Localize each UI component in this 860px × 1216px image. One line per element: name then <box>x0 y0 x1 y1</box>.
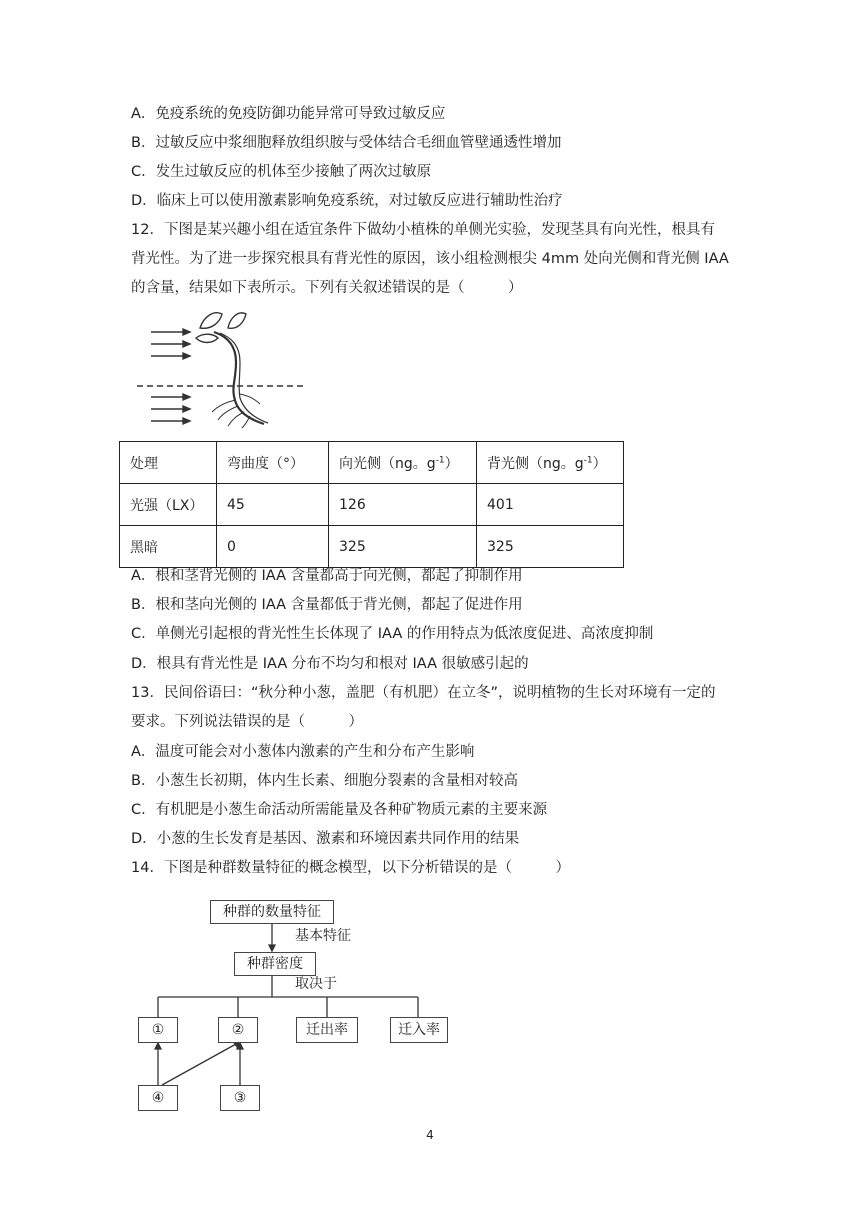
diagram-box-population-density: 种群密度 <box>234 952 316 976</box>
diagram-box-immigration-rate: 迁入率 <box>390 1017 448 1043</box>
table-cell: 126 <box>329 484 477 526</box>
q13-option-b: B．小葱生长初期，体内生长素、细胞分裂素的含量相对较高 <box>131 773 518 789</box>
q13-option-d: D．小葱的生长发育是基因、激素和环境因素共同作用的结果 <box>131 831 520 847</box>
q12-option-c: C．单侧光引起根的背光性生长体现了 IAA 的作用特点为低浓度促进、高浓度抑制 <box>131 626 654 642</box>
q12-option-b: B．根和茎向光侧的 IAA 含量都低于背光侧，都起了促进作用 <box>131 597 523 613</box>
leaf-icon <box>228 313 246 328</box>
diagram-box-emigration-rate: 迁出率 <box>296 1017 358 1043</box>
table-row <box>120 484 624 526</box>
diagram-box-1: ① <box>138 1017 178 1043</box>
table-cell: 45 <box>217 484 329 526</box>
table-header-row <box>120 442 624 484</box>
q12-option-d: D．根具有背光性是 IAA 分布不均匀和根对 IAA 很敏感引起的 <box>131 656 529 672</box>
diagram-box-3: ③ <box>220 1085 260 1111</box>
q12-option-a: A．根和茎背光侧的 IAA 含量都高于向光侧，都起了抑制作用 <box>131 568 523 584</box>
table-cell: 401 <box>477 484 624 526</box>
table-cell: 325 <box>329 526 477 568</box>
q11-option-c: C．发生过敏反应的机体至少接触了两次过敏原 <box>131 164 432 180</box>
q13-stem-line-1: 13．民间俗语曰：“秋分种小葱，盖肥（有机肥）在立冬”，说明植物的生长对环境有一定的 <box>131 685 716 701</box>
light-arrows-lower <box>151 394 190 424</box>
table-header-cell: 弯曲度（°） <box>217 442 329 484</box>
light-arrows-upper <box>151 329 190 359</box>
q11-option-b: B．过敏反应中浆细胞释放组织胺与受体结合毛细血管壁通透性增加 <box>131 135 562 151</box>
leaf-icon <box>200 313 222 329</box>
diagram-label-depends-on: 取决于 <box>295 976 337 992</box>
q13-option-a: A．温度可能会对小葱体内激素的产生和分布产生影响 <box>131 744 475 760</box>
table-header-cell: 处理 <box>120 442 217 484</box>
table-header-cell: 背光侧（ng。$g^{-1}$） <box>477 442 624 484</box>
iaa-data-table <box>119 441 624 568</box>
table-cell: 黑暗 <box>120 526 217 568</box>
q14-stem: 14．下图是种群数量特征的概念模型，以下分析错误的是（ ） <box>131 860 570 876</box>
diagram-box-population-quantity-features: 种群的数量特征 <box>210 900 334 924</box>
diagram-box-2: ② <box>218 1017 258 1043</box>
table-cell: 光强（LX） <box>120 484 217 526</box>
q13-option-c: C．有机肥是小葱生命活动所需能量及各种矿物质元素的主要来源 <box>131 802 548 818</box>
q12-stem-line-3: 的含量，结果如下表所示。下列有关叙述错误的是（ ） <box>131 280 523 296</box>
q12-stem-line-2: 背光性。为了进一步探究根具有背光性的原因，该小组检测根尖 4mm 处向光侧和背光侧 IAA <box>131 251 729 267</box>
q11-option-d: D．临床上可以使用激素影响免疫系统，对过敏反应进行辅助性治疗 <box>131 193 563 209</box>
table-cell: 0 <box>217 526 329 568</box>
table-cell: 325 <box>477 526 624 568</box>
table-header-cell: 向光侧（ng。$g^{-1}$） <box>329 442 477 484</box>
table-row <box>120 526 624 568</box>
plant-light-experiment-figure <box>0 0 860 440</box>
diagram-label-basic-feature: 基本特征 <box>295 928 351 944</box>
q13-stem-line-2: 要求。下列说法错误的是（ ） <box>131 714 363 730</box>
page-number: 4 <box>426 1128 434 1142</box>
diagram-box-4: ④ <box>138 1085 178 1111</box>
q12-stem-line-1: 12．下图是某兴趣小组在适宜条件下做幼小植株的单侧光实验，发现茎具有向光性，根具有 <box>131 222 715 238</box>
q11-option-a: A．免疫系统的免疫防御功能异常可导致过敏反应 <box>131 106 446 122</box>
